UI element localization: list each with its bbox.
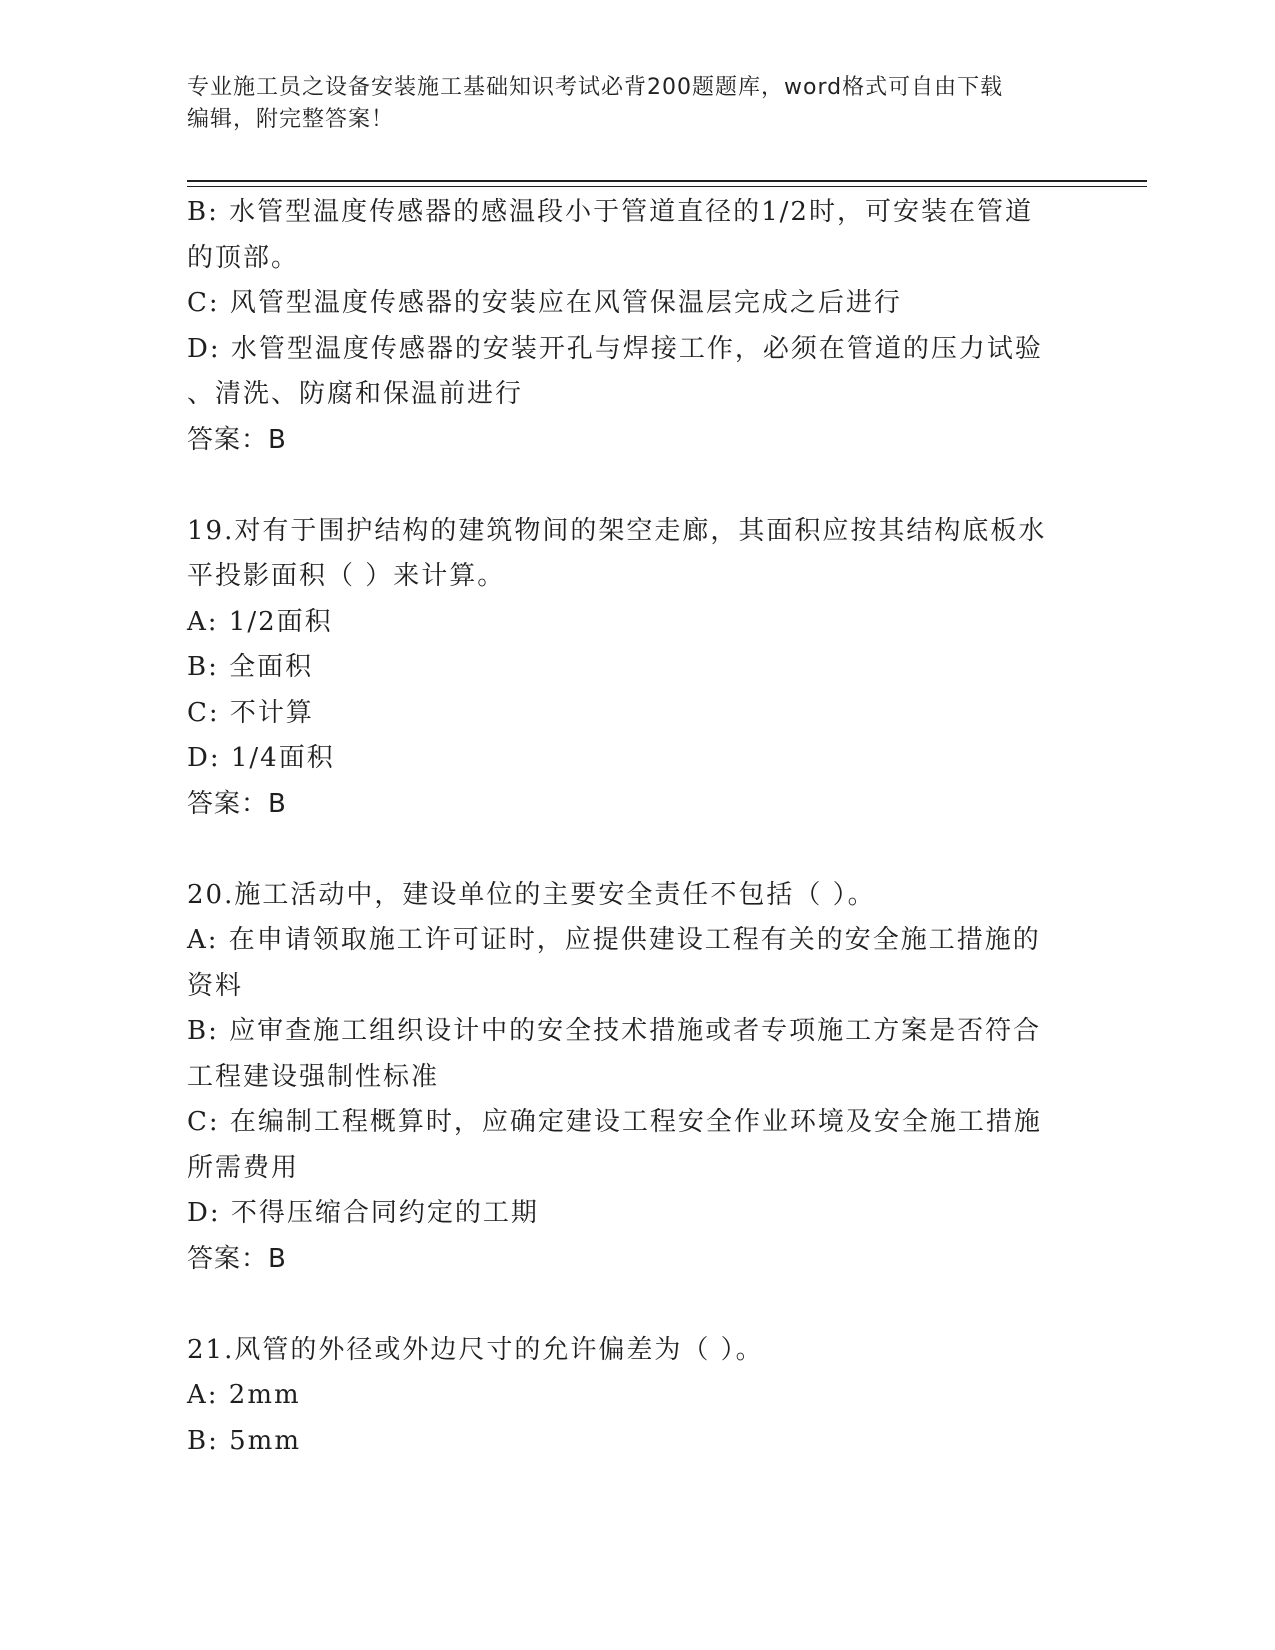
q18-option-c: C: 风管型温度传感器的安装应在风管保温层完成之后进行 — [187, 288, 902, 318]
q18-option-d: D: 水管型温度传感器的安装开孔与焊接工作，必须在管道的压力试验 — [187, 333, 1043, 364]
q18-option-d-cont: 、清洗、防腐和保温前进行 — [187, 379, 524, 409]
q20-option-b: B: 应审查施工组织设计中的安全技术措施或者专项施工方案是否符合 — [187, 1016, 1042, 1046]
q19-stem-cont: 平投影面积（ ）来计算。 — [187, 561, 506, 591]
q19-option-c: C: 不计算 — [187, 697, 314, 728]
question-gap — [187, 463, 1067, 509]
question-gap — [187, 827, 1067, 873]
page-header — [187, 72, 1087, 136]
q21-option-b: B: 5mm — [187, 1425, 301, 1456]
q20-answer: 答案：B — [187, 1243, 287, 1274]
q20-option-a: A: 在申请领取施工许可证时，应提供建设工程有关的安全施工措施的 — [187, 925, 1041, 955]
q20-option-c: C: 在编制工程概算时，应确定建设工程安全作业环境及安全施工措施 — [187, 1107, 1042, 1137]
q20-stem: 20.施工活动中，建设单位的主要安全责任不包括（ ）。 — [187, 879, 876, 910]
q19-answer: 答案：B — [187, 788, 287, 819]
q20-option-b-cont: 工程建设强制性标准 — [187, 1061, 440, 1092]
question-19 — [187, 509, 1067, 828]
question-18-tail — [187, 190, 1067, 463]
header-title-line-2: 编辑，附完整答案！ — [187, 107, 395, 132]
question-21 — [187, 1328, 1067, 1465]
question-gap — [187, 1282, 1067, 1328]
q18-option-b-cont: 的顶部。 — [187, 242, 300, 273]
q21-stem: 21.风管的外径或外边尺寸的允许偏差为（ ）。 — [187, 1334, 764, 1365]
q18-answer: 答案：B — [187, 424, 287, 455]
q20-option-a-cont: 资料 — [187, 970, 244, 1001]
q20-option-c-cont: 所需费用 — [187, 1152, 300, 1183]
question-list — [187, 190, 1067, 1464]
q19-stem: 19.对有于围护结构的建筑物间的架空走廊，其面积应按其结构底板水 — [187, 515, 1047, 546]
q20-option-d: D: 不得压缩合同约定的工期 — [187, 1198, 539, 1228]
q18-option-b: B: 水管型温度传感器的感温段小于管道直径的1/2时，可安装在管道 — [187, 197, 1033, 227]
q19-option-d: D: 1/4面积 — [187, 743, 335, 773]
header-divider-thin — [187, 186, 1147, 187]
question-20 — [187, 873, 1067, 1283]
q21-option-a: A: 2mm — [187, 1380, 301, 1410]
q19-option-a: A: 1/2面积 — [187, 606, 333, 637]
header-divider-thick — [187, 180, 1147, 182]
header-title-line-1: 专业施工员之设备安装施工基础知识考试必背200题题库，word格式可自由下载 — [187, 75, 1004, 100]
q19-option-b: B: 全面积 — [187, 652, 314, 682]
